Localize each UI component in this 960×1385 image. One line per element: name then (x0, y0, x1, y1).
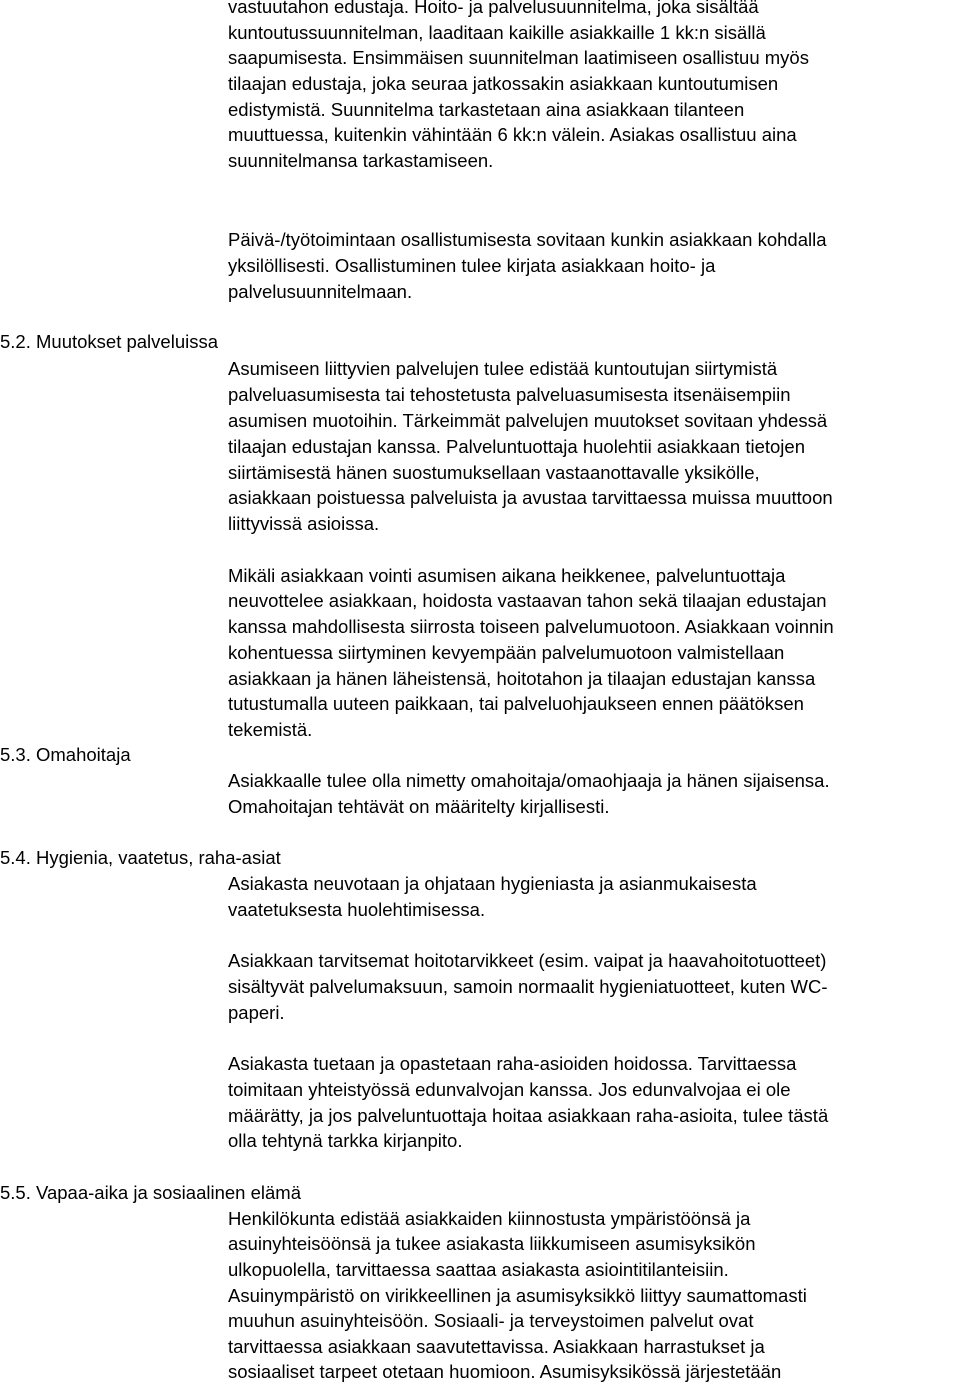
text-line: neuvottelee asiakkaan, hoidosta vastaavan tahon sekä tilaajan edustajan (228, 590, 827, 611)
text-line: vastuutahon edustaja. Hoito- ja palvelusuunnitelma, joka sisältää (228, 0, 759, 17)
text-line: yksilöllisesti. Osallistuminen tulee kirjata asiakkaan hoito- ja (228, 255, 716, 276)
text-line: Asiakkaalle tulee olla nimetty omahoitaja/omaohjaaja ja hänen sijaisensa. (228, 770, 830, 791)
text-line: Omahoitajan tehtävät on määritelty kirjallisesti. (228, 796, 610, 817)
text-line: liittyvissä asioissa. (228, 513, 380, 534)
text-line: paperi. (228, 1002, 285, 1023)
text-line: sosiaaliset tarpeet otetaan huomioon. Asumisyksikössä järjestetään (228, 1361, 782, 1382)
text-line: edistymistä. Suunnitelma tarkastetaan aina asiakkaan tilanteen (228, 99, 745, 120)
text-line: toimitaan yhteistyössä edunvalvojan kanssa. Jos edunvalvojaa ei ole (228, 1079, 791, 1100)
text-line: ulkopuolella, tarvittaessa saattaa asiakasta asiointitilanteisiin. (228, 1259, 729, 1280)
text-line: siirtämisestä hänen suostumuksellaan vastaanottavalle yksikölle, (228, 462, 760, 483)
text-line: muuttuessa, kuitenkin vähintään 6 kk:n välein. Asiakas osallistuu aina (228, 124, 797, 145)
text-line: kohentuessa siirtyminen kevyempään palvelumuotoon valmistellaan (228, 642, 785, 663)
text-line: Asiakasta tuetaan ja opastetaan raha-asioiden hoidossa. Tarvittaessa (228, 1053, 797, 1074)
text-line: Mikäli asiakkaan vointi asumisen aikana heikkenee, palveluntuottaja (228, 565, 786, 586)
section-heading: 5.3. Omahoitaja (0, 744, 131, 765)
text-line: saapumisesta. Ensimmäisen suunnitelman laatimiseen osallistuu myös (228, 47, 809, 68)
text-line: tarvittaessa asiakkaan saavutettavissa. Asiakkaan harrastukset ja (228, 1336, 765, 1357)
text-line: palvelusuunnitelmaan. (228, 281, 413, 302)
text-line: Henkilökunta edistää asiakkaiden kiinnostusta ympäristöönsä ja (228, 1208, 751, 1229)
text-line: kanssa mahdollisesta siirrosta toiseen palvelumuotoon. Asiakkaan voinnin (228, 616, 834, 637)
text-line: palveluasumisesta tai tehostetusta palveluasumisesta itsenäisempiin (228, 384, 791, 405)
text-line: suunnitelmansa tarkastamiseen. (228, 150, 494, 171)
text-line: tutustumalla uuteen paikkaan, tai palveluohjaukseen ennen päätöksen (228, 693, 804, 714)
text-line: muuhun asuinyhteisöön. Sosiaali- ja terveystoimen palvelut ovat (228, 1310, 754, 1331)
text-line: vaatetuksesta huolehtimisessa. (228, 899, 486, 920)
text-line: kuntoutussuunnitelman, laaditaan kaikille asiakkaille 1 kk:n sisällä (228, 22, 766, 43)
text-line: asiakkaan poistuessa palveluista ja avustaa tarvittaessa muissa muuttoon (228, 487, 833, 508)
text-line: asumisen muotoihin. Tärkeimmät palvelujen muutokset sovitaan yhdessä (228, 410, 828, 431)
text-line: Asumiseen liittyvien palvelujen tulee edistää kuntoutujan siirtymistä (228, 358, 778, 379)
text-line: asuinyhteisöönsä ja tukee asiakasta liikkumiseen asumisyksikön (228, 1233, 756, 1254)
section-heading: 5.4. Hygienia, vaatetus, raha-asiat (0, 847, 281, 868)
section-heading: 5.2. Muutokset palveluissa (0, 331, 219, 352)
text-line: Päivä-/työtoimintaan osallistumisesta sovitaan kunkin asiakkaan kohdalla (228, 229, 827, 250)
text-line: tilaajan edustaja, joka seuraa jatkossakin asiakkaan kuntoutumisen (228, 73, 779, 94)
text-line: sisältyvät palvelumaksuun, samoin normaalit hygieniatuotteet, kuten WC- (228, 976, 828, 997)
section-heading: 5.5. Vapaa-aika ja sosiaalinen elämä (0, 1182, 301, 1203)
text-line: Asiakasta neuvotaan ja ohjataan hygieniasta ja asianmukaisesta (228, 873, 757, 894)
text-line: Asuinympäristö on virikkeellinen ja asumisyksikkö liittyy saumattomasti (228, 1285, 807, 1306)
text-line: asiakkaan ja hänen läheistensä, hoitotahon ja tilaajan edustajan kanssa (228, 668, 816, 689)
text-line: tekemistä. (228, 719, 313, 740)
text-line: olla tehtynä tarkka kirjanpito. (228, 1130, 463, 1151)
text-line: tilaajan edustajan kanssa. Palveluntuottaja huolehtii asiakkaan tietojen (228, 436, 805, 457)
text-line: määrätty, ja jos palveluntuottaja hoitaa asiakkaan raha-asioita, tulee tästä (228, 1105, 829, 1126)
text-line: Asiakkaan tarvitsemat hoitotarvikkeet (esim. vaipat ja haavahoitotuotteet) (228, 950, 827, 971)
